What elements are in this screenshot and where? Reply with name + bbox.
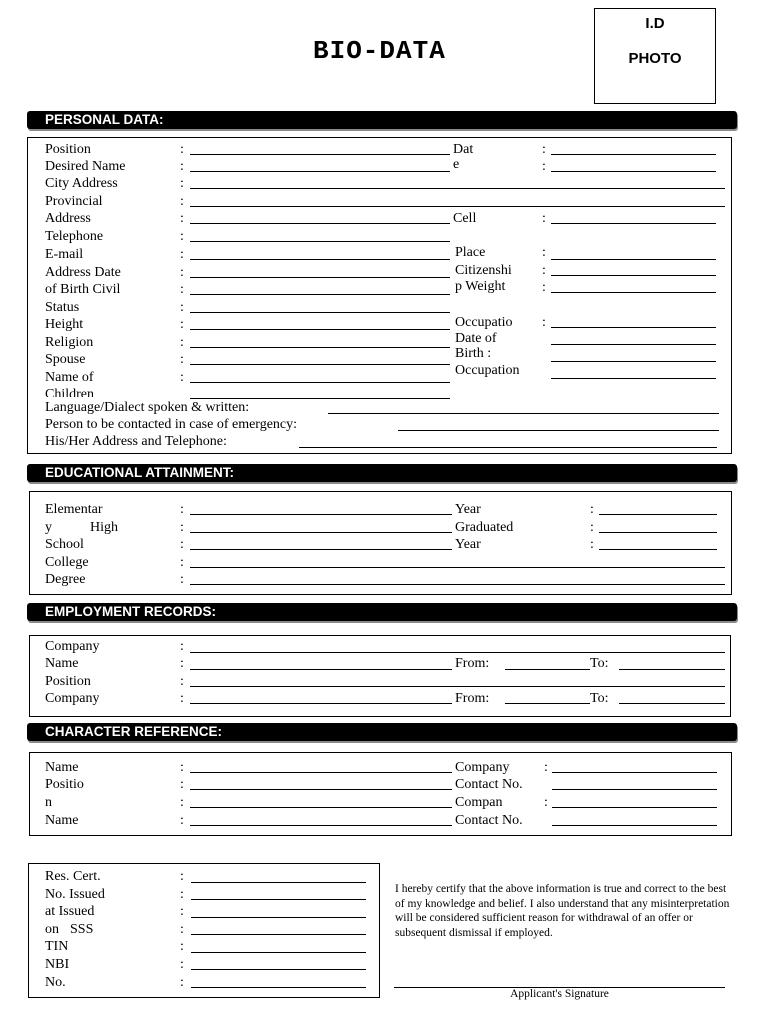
label-elementary: Elementar: [45, 502, 103, 517]
telephone-input[interactable]: [190, 223, 450, 224]
ref-company-input[interactable]: [552, 772, 717, 773]
res-cert-input[interactable]: [191, 882, 366, 883]
label-no: No.: [45, 975, 66, 990]
signature-label: Applicant's Signature: [510, 988, 609, 1000]
colon: :: [180, 370, 184, 385]
label-birth: Birth :: [455, 346, 492, 361]
label-address: Address: [45, 211, 91, 226]
label-language: Language/Dialect spoken & written:: [45, 400, 250, 415]
from-input-2[interactable]: [505, 703, 590, 704]
label-ref-company: Company: [455, 760, 510, 775]
colon: :: [180, 142, 184, 157]
label-status: Status: [45, 300, 80, 315]
colon: :: [180, 502, 184, 517]
cell-input[interactable]: [551, 223, 716, 224]
ref-contact-input[interactable]: [552, 789, 717, 790]
height-input[interactable]: [190, 312, 450, 313]
elementary-input[interactable]: [190, 514, 452, 515]
label-position: Position: [45, 674, 91, 689]
label-company-2: Company: [45, 691, 100, 706]
desired-name-input[interactable]: [190, 171, 450, 172]
issued-at-input[interactable]: [191, 917, 366, 918]
email-input[interactable]: [190, 241, 450, 242]
character-box: [29, 752, 732, 836]
colon: :: [590, 520, 594, 535]
colon: :: [180, 975, 184, 990]
colon: :: [544, 760, 548, 775]
colon: :: [180, 656, 184, 671]
id-photo-box: [594, 8, 716, 104]
label-cell: Cell: [453, 211, 477, 226]
colon: :: [542, 245, 546, 260]
colon: :: [180, 176, 184, 191]
colon: :: [180, 572, 184, 587]
year-input-2[interactable]: [599, 549, 717, 550]
tin-input[interactable]: [191, 952, 366, 953]
label-address-date: Address Date: [45, 265, 121, 280]
no-issued-input[interactable]: [191, 899, 366, 900]
label-ref-position-n: n: [45, 795, 52, 810]
label-ref-name-2: Name: [45, 813, 79, 828]
label-graduated: Graduated: [455, 520, 514, 535]
religion-input[interactable]: [190, 329, 450, 330]
date-input-2[interactable]: [551, 171, 716, 172]
photo-label-id: I.D: [645, 15, 665, 32]
children-input[interactable]: [190, 382, 450, 383]
sss-input[interactable]: [191, 934, 366, 935]
high-school-input[interactable]: [190, 532, 452, 533]
label-school: School: [45, 537, 84, 552]
label-telephone: Telephone: [45, 229, 104, 244]
label-nbi: NBI: [45, 957, 70, 972]
label-to: To:: [590, 656, 609, 671]
label-address-telephone: His/Her Address and Telephone:: [45, 434, 227, 449]
section-header-character: CHARACTER REFERENCE:: [27, 723, 737, 741]
colon: :: [180, 887, 184, 902]
label-date-e: e: [453, 157, 460, 172]
emergency-contact-input[interactable]: [398, 430, 719, 431]
colon: :: [180, 317, 184, 332]
company-name-input-2[interactable]: [190, 686, 725, 687]
spouse-occupation-input[interactable]: [551, 378, 716, 379]
provincial-address-input[interactable]: [190, 206, 725, 207]
colon: :: [180, 300, 184, 315]
label-contact-no-2: Contact No.: [455, 813, 523, 828]
label-ref-position: Positio: [45, 777, 84, 792]
colon: :: [542, 280, 546, 295]
colon: :: [180, 777, 184, 792]
label-res-cert: Res. Cert.: [45, 869, 101, 884]
place-input[interactable]: [551, 259, 716, 260]
label-at-issued: at Issued: [45, 904, 95, 919]
colon: :: [544, 795, 548, 810]
colon: :: [180, 335, 184, 350]
label-religion: Religion: [45, 335, 94, 350]
label-occupation: Occupatio: [455, 315, 513, 330]
label-from: From:: [455, 691, 490, 706]
language-input[interactable]: [328, 413, 719, 414]
ref-name-input-2[interactable]: [190, 807, 452, 808]
position-input[interactable]: [190, 154, 450, 155]
school-input[interactable]: [190, 549, 452, 550]
label-emergency: Person to be contacted in case of emergency:: [45, 417, 298, 432]
spouse-birth-input[interactable]: [551, 361, 716, 362]
ref-position-input[interactable]: [190, 789, 452, 790]
label-no-issued: No. Issued: [45, 887, 105, 902]
colon: :: [180, 691, 184, 706]
ref-position-input-2[interactable]: [190, 825, 452, 826]
colon: :: [180, 229, 184, 244]
label-on: on: [45, 922, 59, 937]
label-desired-name: Desired Name: [45, 159, 126, 174]
year-input[interactable]: [599, 514, 717, 515]
ref-contact-input-2[interactable]: [552, 825, 717, 826]
colon: :: [180, 282, 184, 297]
page-title: BIO-DATA: [313, 36, 446, 66]
to-input[interactable]: [619, 669, 725, 670]
colon: :: [180, 159, 184, 174]
label-company: Company: [45, 639, 100, 654]
personal-data-box: [27, 137, 732, 454]
colon: :: [180, 922, 184, 937]
occupation-input[interactable]: [551, 327, 716, 328]
weight-input[interactable]: [551, 292, 716, 293]
label-year-2: Year: [455, 537, 481, 552]
label-contact-no: Contact No.: [455, 777, 523, 792]
employment-box: [29, 635, 731, 717]
label-height: Height: [45, 317, 84, 332]
spouse-input[interactable]: [190, 347, 450, 348]
label-name: Name: [45, 656, 79, 671]
label-citizenship: Citizenshi: [455, 263, 512, 278]
label-date-of: Date of: [455, 331, 497, 346]
spouse-name-input[interactable]: [190, 364, 450, 365]
to-input-2[interactable]: [619, 703, 725, 704]
position-input-2[interactable]: [190, 703, 452, 704]
colon: :: [180, 211, 184, 226]
colon: :: [180, 520, 184, 535]
colon: :: [180, 939, 184, 954]
label-college: College: [45, 555, 89, 570]
colon: :: [542, 142, 546, 157]
education-box: [29, 491, 732, 595]
label-city-address: City Address: [45, 176, 118, 191]
label-weight: p Weight: [455, 279, 506, 294]
label-tin: TIN: [45, 939, 69, 954]
label-occupation-2: Occupation: [455, 363, 520, 378]
colon: :: [180, 813, 184, 828]
citizenship-input[interactable]: [551, 275, 716, 276]
label-position: Position: [45, 142, 91, 157]
graduated-input[interactable]: [599, 532, 717, 533]
label-elementary-y: y: [45, 520, 52, 535]
label-date: Dat: [453, 142, 474, 157]
label-ref-company-2: Compan: [455, 795, 503, 810]
section-header-employment: EMPLOYMENT RECORDS:: [27, 603, 737, 621]
email-address-input[interactable]: [190, 259, 450, 260]
label-email: E-mail: [45, 247, 84, 262]
colon: :: [590, 502, 594, 517]
label-high: High: [90, 520, 118, 535]
label-from: From:: [455, 656, 490, 671]
colon: :: [180, 247, 184, 262]
colon: :: [180, 265, 184, 280]
colon: :: [180, 537, 184, 552]
label-place: Place: [455, 245, 486, 260]
nbi-input[interactable]: [191, 969, 366, 970]
label-provincial: Provincial: [45, 194, 103, 209]
civil-status-input[interactable]: [190, 294, 450, 295]
colon: :: [180, 674, 184, 689]
date-input[interactable]: [551, 154, 716, 155]
date-of-birth-input[interactable]: [190, 277, 450, 278]
colon: :: [590, 537, 594, 552]
colon: :: [180, 639, 184, 654]
colon: :: [180, 795, 184, 810]
city-address-input[interactable]: [190, 188, 725, 189]
colon: :: [180, 760, 184, 775]
ref-company-input-2[interactable]: [552, 807, 717, 808]
colon: :: [180, 352, 184, 367]
colon: :: [180, 555, 184, 570]
section-header-education: EDUCATIONAL ATTAINMENT:: [27, 464, 737, 482]
label-to: To:: [590, 691, 609, 706]
colon: :: [542, 211, 546, 226]
colon: :: [542, 263, 546, 278]
colon: :: [542, 315, 546, 330]
section-header-personal: PERSONAL DATA:: [27, 111, 737, 129]
id-documents-box: [28, 863, 380, 998]
label-degree: Degree: [45, 572, 86, 587]
colon: :: [542, 159, 546, 174]
emergency-address-input[interactable]: [299, 447, 717, 448]
spouse-dob-input[interactable]: [551, 344, 716, 345]
from-input[interactable]: [505, 669, 590, 670]
colon: :: [180, 869, 184, 884]
position-input[interactable]: [190, 669, 452, 670]
nbi-no-input[interactable]: [191, 987, 366, 988]
photo-label: PHOTO: [628, 50, 682, 67]
colon: :: [180, 904, 184, 919]
label-sss: SSS: [70, 922, 94, 937]
label-spouse: Spouse: [45, 352, 86, 367]
label-year: Year: [455, 502, 481, 517]
ref-name-input[interactable]: [190, 772, 452, 773]
certification-text: I hereby certify that the above information is true and correct to the best of my knowledge and belief. I also understand that any misinterpretation will be considered sufficient reason for withdrawal of an offer or subsequent dismissal if employed.: [395, 883, 730, 940]
label-name-of: Name of: [45, 370, 94, 385]
colon: :: [180, 957, 184, 972]
colon: :: [180, 194, 184, 209]
college-input[interactable]: [190, 567, 725, 568]
label-ref-name: Name: [45, 760, 79, 775]
label-birth-civil: of Birth Civil: [45, 282, 121, 297]
degree-input[interactable]: [190, 584, 725, 585]
company-name-input[interactable]: [190, 652, 725, 653]
label-children: Children: [45, 387, 94, 397]
